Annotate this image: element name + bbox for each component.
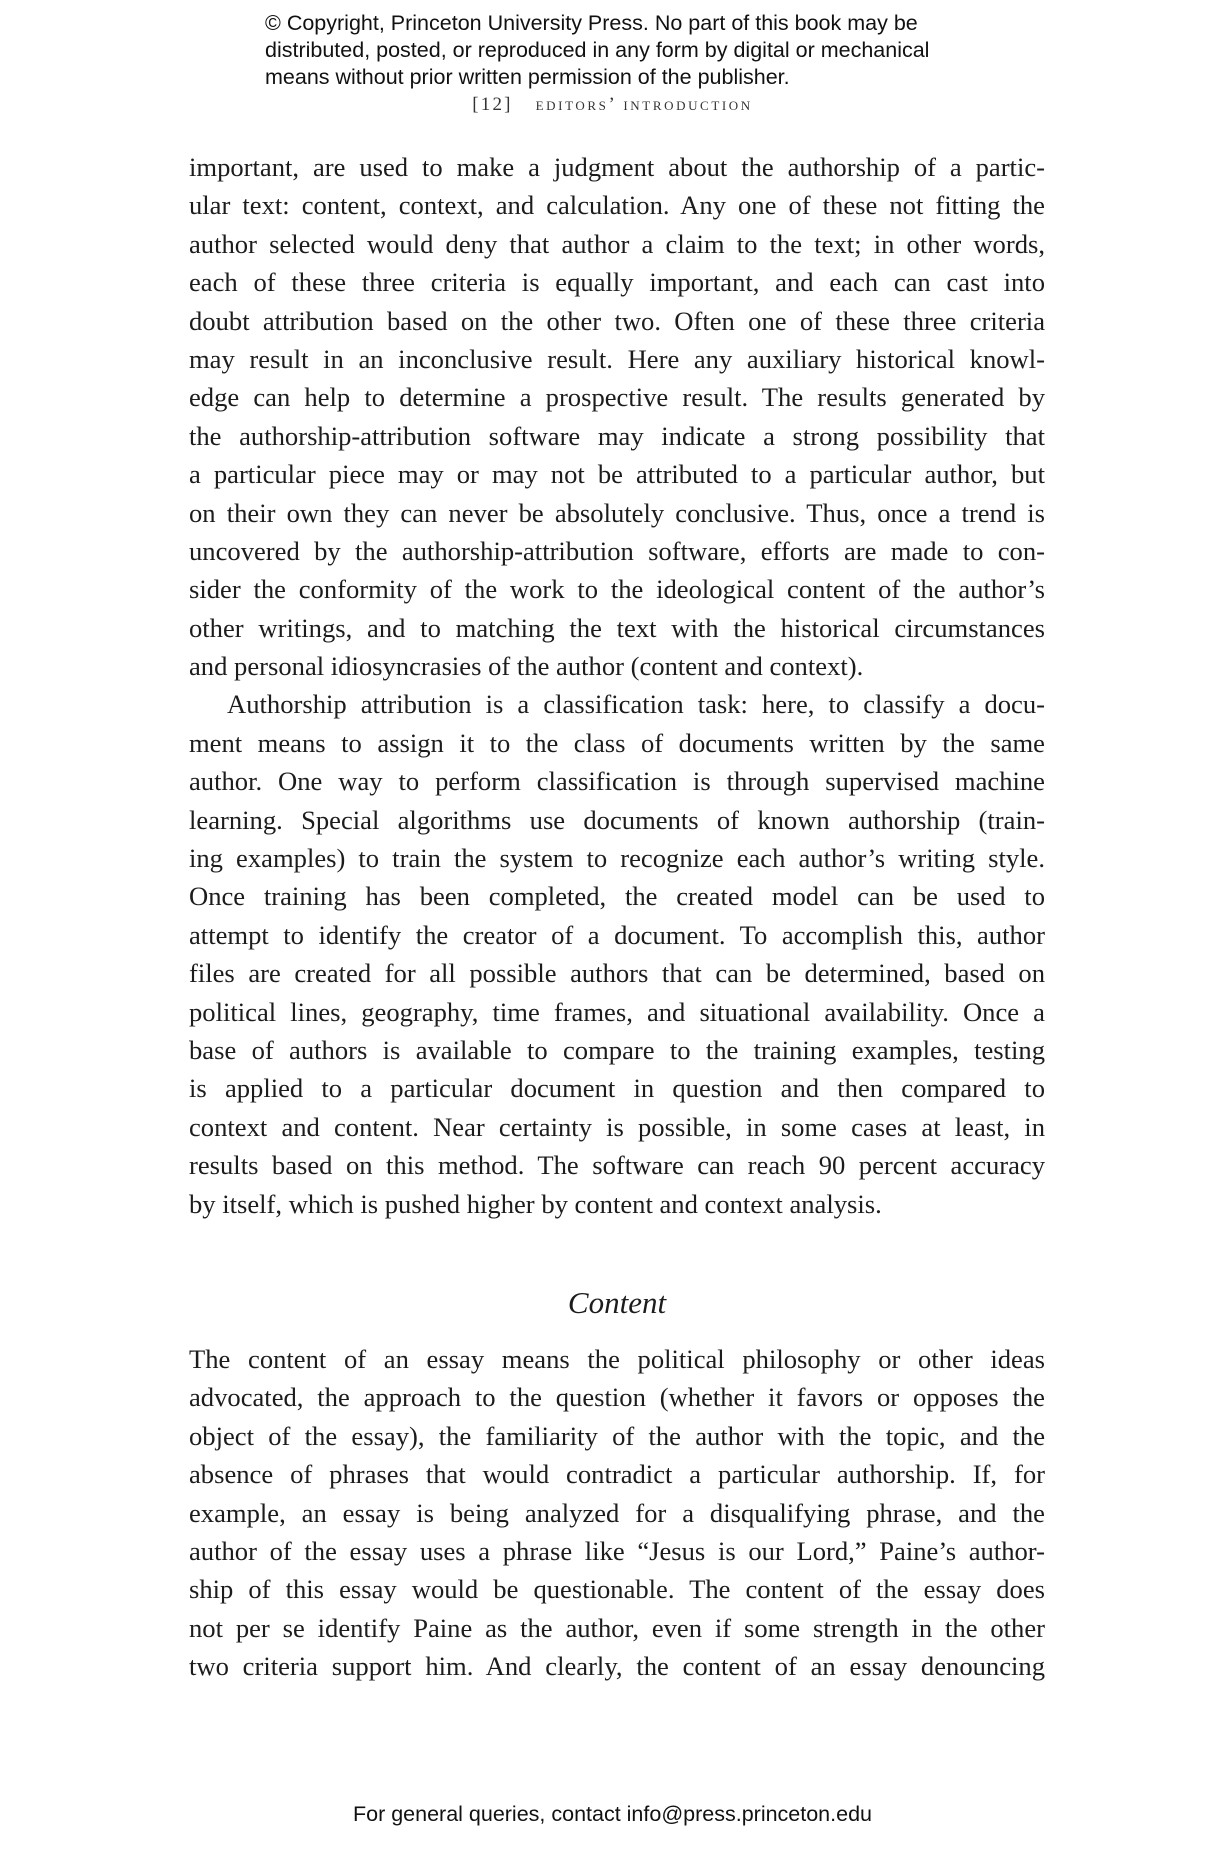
text-line: political lines, geography, time frames, and situational availability. Once a: [189, 996, 1045, 1027]
copyright-line: distributed, posted, or reproduced in any form by digital or mechanical: [265, 38, 930, 62]
text-line: ment means to assign it to the class of documents written by the same: [189, 727, 1045, 758]
text-line: absence of phrases that would contradict a particular authorship. If, for: [189, 1459, 1045, 1490]
text-line: doubt attribution based on the other two. Often one of these three criteria: [189, 305, 1045, 336]
page-number: [12]: [472, 94, 513, 115]
text-line: uncovered by the authorship-attribution software, efforts are made to con-: [189, 535, 1045, 566]
text-line: results based on this method. The software can reach 90 percent accuracy: [189, 1150, 1045, 1181]
copyright-line: © Copyright, Princeton University Press. No part of this book may be: [265, 11, 918, 35]
text-line: advocated, the approach to the question (whether it favors or opposes the: [189, 1382, 1045, 1413]
paragraph-3: [189, 1340, 1045, 1686]
copyright-line: means without prior written permission of the publisher.: [265, 65, 790, 89]
text-line: the authorship-attribution software may indicate a strong possibility that: [189, 420, 1045, 451]
paragraph-1: [189, 148, 1045, 685]
chapter-title: editors’ introduction: [535, 94, 753, 115]
text-line: ship of this essay would be questionable. The content of the essay does: [189, 1574, 1045, 1605]
body-text: [189, 148, 1045, 1685]
text-line: a particular piece may or may not be attributed to a particular author, but: [189, 459, 1045, 490]
text-line: context and content. Near certainty is possible, in some cases at least, in: [189, 1111, 1045, 1142]
running-head: [0, 94, 1225, 116]
text-line: files are created for all possible authors that can be determined, based on: [189, 958, 1045, 989]
text-line: may result in an inconclusive result. Here any auxiliary historical knowl-: [189, 343, 1045, 374]
text-line: edge can help to determine a prospective result. The results generated by: [189, 382, 1045, 413]
text-line: object of the essay), the familiarity of the author with the topic, and the: [189, 1420, 1045, 1451]
section-heading: Content: [567, 1284, 667, 1320]
text-line: sider the conformity of the work to the ideological content of the author’s: [189, 574, 1045, 605]
text-line: by itself, which is pushed higher by content and context analysis.: [189, 1188, 882, 1219]
text-line: author selected would deny that author a claim to the text; in other words,: [189, 228, 1045, 259]
text-line: other writings, and to matching the text with the historical circumstances: [189, 612, 1045, 643]
copyright-notice: [265, 10, 1025, 91]
text-line: and personal idiosyncrasies of the author (content and context).: [189, 651, 864, 682]
text-line: example, an essay is being analyzed for a disqualifying phrase, and the: [189, 1497, 1045, 1528]
text-line: is applied to a particular document in question and then compared to: [189, 1073, 1045, 1104]
text-line: attempt to identify the creator of a document. To accomplish this, author: [189, 919, 1045, 950]
paragraph-2: [189, 685, 1045, 1222]
text-line: The content of an essay means the political philosophy or other ideas: [189, 1343, 1045, 1374]
text-line: ing examples) to train the system to recognize each author’s writing style.: [189, 843, 1045, 874]
text-line: ular text: content, context, and calculation. Any one of these not fitting the: [189, 190, 1045, 221]
text-line: Authorship attribution is a classification task: here, to classify a docu-: [227, 689, 1045, 720]
text-line: base of authors is available to compare to the training examples, testing: [189, 1034, 1045, 1065]
text-line: not per se identify Paine as the author, even if some strength in the other: [189, 1612, 1045, 1643]
text-line: author. One way to perform classification is through supervised machine: [189, 766, 1045, 797]
footer-contact: For general queries, contact info@press.princeton.edu: [352, 1802, 872, 1826]
text-line: two criteria support him. And clearly, the content of an essay denouncing: [189, 1651, 1045, 1682]
text-line: important, are used to make a judgment about the authorship of a partic-: [189, 152, 1045, 182]
text-line: author of the essay uses a phrase like “Jesus is our Lord,” Paine’s author-: [189, 1535, 1045, 1566]
text-line: each of these three criteria is equally important, and each can cast into: [189, 267, 1045, 298]
text-line: on their own they can never be absolutely conclusive. Thus, once a trend is: [189, 497, 1045, 528]
text-line: learning. Special algorithms use documents of known authorship (train-: [189, 804, 1045, 835]
text-line: Once training has been completed, the created model can be used to: [189, 881, 1045, 912]
